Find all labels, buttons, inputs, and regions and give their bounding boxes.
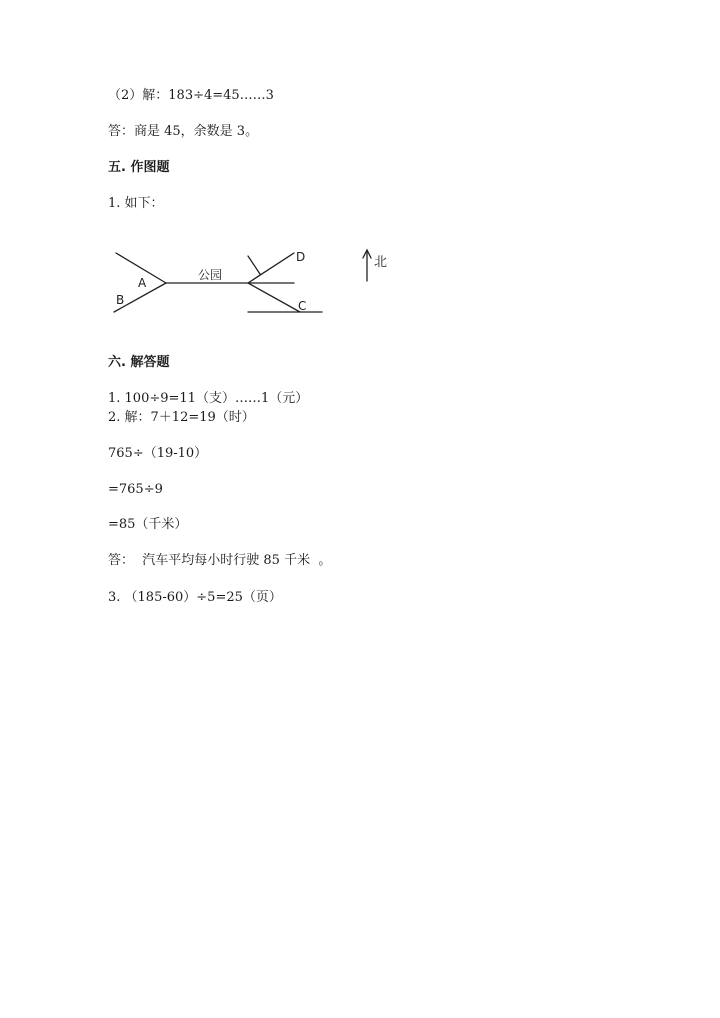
solution-step-3: =85（千米）	[108, 517, 188, 532]
answer-line: 答：商是 45，余数是 3。	[108, 124, 259, 139]
solution-answer: 答： 汽车平均每小时行驶 85 千米 。	[108, 553, 332, 568]
section-heading-drawing: 五. 作图题	[108, 160, 170, 175]
label-a: A	[138, 276, 147, 290]
solution-item-3: 3. （185-60）÷5=25（页）	[108, 590, 282, 605]
label-d: D	[296, 250, 306, 264]
north-label: 北	[374, 255, 388, 270]
label-c: C	[298, 299, 307, 313]
road-d-branch	[248, 256, 260, 274]
solution-step-1: 765÷（19-10）	[108, 446, 208, 461]
label-park: 公园	[198, 268, 223, 282]
drawing-item-1: 1. 如下：	[108, 196, 164, 211]
solution-item-1: 1. 100÷9=11（支）……1（元）	[108, 391, 309, 406]
road-c	[248, 283, 300, 312]
solution-item-2: 2. 解：7＋12=19（时）	[108, 410, 255, 425]
label-b: B	[116, 293, 125, 307]
direction-diagram	[108, 238, 398, 320]
section-heading-solutions: 六. 解答题	[108, 355, 170, 370]
road-d-upper	[248, 253, 294, 283]
solution-line-2: （2）解：183÷4=45……3	[108, 88, 274, 103]
solution-step-2: =765÷9	[108, 482, 163, 497]
